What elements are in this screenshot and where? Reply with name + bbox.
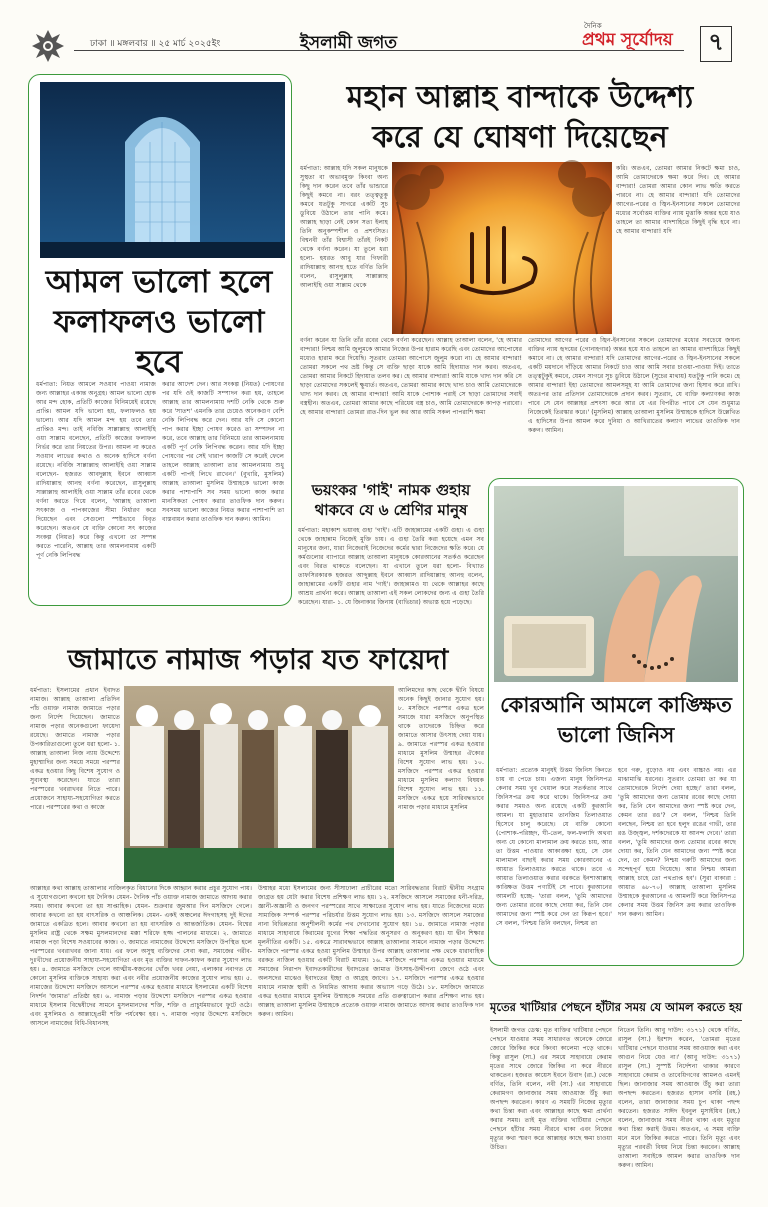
section-title: ইসলামী জগত bbox=[300, 33, 397, 53]
calligraphy-graphic bbox=[392, 162, 612, 334]
khatia-rule bbox=[490, 1020, 742, 1021]
amal-body-col1: ধর্মপাতা: নিয়ত আমলে সওয়াব পাওয়া নামাজ জন্য আল্লাহর একান্ত অনুগ্রহ। আমল ভালো হোক আর মন্দ হোক, প্রতিটি কাজের বিনিময়েই রয়েছে প্রাপ্তি। আমল যদি ভালো হয়, ফলাফলও হয় ভালো। আর যদি আমল মন্দ হয় তবে তার প্রাপ্তিও মন্দ। তাই নবিজি সাল্লাল্লাহু আলাইহি ওয়া সাল্লাম বলেছেন, প্রতিটি কাজের ফলাফল নির্ভর করে তার নিয়তের উপর। আমল না করেও সওয়াব লাভের কথাও ও অনেক হাদিসে বর্ণনা রয়েছে। নবিজি সাল্লাল্লাহু আলাইহি ওয়া সাল্লাম বলেছেন- হজরত আবদুল্লাহ ইবনে আব্বাস রাদিয়াল্লাহু আনহু বর্ণনা করেছেন, রাসুলুল্লাহ সাল্লাল্লাহু আলাইহি ওয়া সাল্লাম তাঁর রবের থেকে বর্ণনা করতে গিয়ে বলেন, 'আল্লাহ তাআলা সৎকাজ ও পাপকাজের সীমা নির্ধারণ করে দিয়েছেন এবং সেগুলো স্পষ্টভাবে বিবৃত করেছেন। অতএব যে ব্যক্তি কোনো সৎ কাজের সংকল্প (নিয়ত) করে কিন্তু এখনো তা সম্পন্ন করতে পারেনি, আল্লাহ তার আমলনামায় একটি পূর্ণ নেকি লিপিবদ্ধ bbox=[36, 381, 156, 559]
jamat-headline: জামাতে নামাজ পড়ার যত ফায়েদা bbox=[67, 643, 449, 676]
top-body-col-left: ধর্মপাতা: আল্লাহ যদি সকল মানুষকে সুস্থতা বা অভাবমুক্ত কিংবা অন্য কিছু দান করেন তবে তাঁর ভান্ডারে কিছুই কমবে না। বরং তত্ত্বতুকু কমবে যতটুকু সাগরে একটি সুচ ডুবিয়ে উঠালে তার পানি কমে। আল্লাহ ছাড়া নেই কোন সত্য ইলাহ তিনি অনুকম্পশীল ও প্রশংসিত। বিশ্বনবী তাঁর বিশ্বাসী তাঁরই নিকট থেকে বর্ণনা করেন। যা তুলে ধরা হলো- হযরত আবু যার গিফারী রাদিয়াল্লাহু আনহু হতে বর্ণিত তিনি বলেন, রাসুলুল্লাহ সাল্লাল্লাহু আলাইহি ওয়া সাল্লাম থেকে bbox=[300, 165, 388, 289]
gai-headline-line2: থাকবে যে ৬ শ্রেণির মানুষ bbox=[314, 501, 468, 519]
jamat-body-col-right: আলিমদের কাছ থেকে দ্বীনি বিষয়ে অনেক কিছুই জানার সুযোগ হয়। ৮. মসজিদে পরস্পর একত্র হলে সমাজে যারা মসজিদে অনুপস্থিত থাকে তাদেরকে চিহ্নিত করে জামাতে আসার উৎসাহ দেয়া যায়। ৯. জামাতে পরস্পর একত্র হওয়ার মাধ্যমে মুসলিম উম্মাহর ঐক্যের বিশেষ সুযোগ লাভ হয়। ১০. মসজিদে পরস্পর একত্র হওয়ার মাধ্যমে মুসলিম কল্যাণ বিষয়ক বিশেষ সুযোগ লাভ হয়। ১১. মসজিদে একত্র হয়ে সারিবদ্ধভাবে নামাজ পড়ার মাধ্যমে মুসলিম bbox=[398, 687, 484, 811]
ornament-icon bbox=[30, 28, 66, 64]
logo bbox=[580, 18, 690, 52]
top-headline-line2: করে যে ঘোষণা দিয়েছেন bbox=[372, 120, 668, 155]
top-headline-line1: মহান আল্লাহ বান্দাকে উদ্দেশ্য bbox=[346, 80, 694, 115]
congregation-graphic bbox=[124, 686, 394, 882]
top-body-col-right: করি। অতএব, তোমরা আমার নিকটে ক্ষমা চাও, আমি তোমাদেরকে ক্ষমা করে দিব। হে আমার বান্দারা! তোমরা আমার কোন লাভ ক্ষতি করতে পারবে না। হে আমার বান্দারা! যদি তোমাদের আগের-পরের ও জ্বিন-ইনসানের সকলে তোমাদের মধ্যের সর্বোত্তম ব্যক্তির ন্যায় মুত্তাকি অন্তর হয়ে যাও তাহলে তা আমার বাদশাহিতে কিছুই বৃদ্ধি হবে না। হে আমার বান্দারা! যদি bbox=[616, 165, 740, 235]
allah-calligraphy-image bbox=[392, 162, 612, 334]
amal-headline bbox=[34, 262, 284, 382]
dateline: ঢাকা ॥ মঙ্গলবার ॥ ২৫ মার্চ ২০২৫ইং bbox=[90, 39, 221, 49]
top-body-wide-right: তোমাদের আগের পরের ও জ্বিন-ইনসানের সকলে তোমাদের মধ্যের সবচেয়ে জঘন্য ব্যক্তির ন্যায় হৃদয়ের (গোনাহগার) অন্তর হয়ে যাও তাহলে তা আমার বাদশাহিতে কিছুই কমাবে না। হে আমার বান্দারা! যদি তোমাদের আগের-পরের ও জ্বিন-ইনসানের সকলে একটি ময়দানে দাঁড়িয়ে আমার নিকটে চাও আর আমি সবার চাওয়া-পাওয়া দিই। তাতে তত্ত্বটুকুই কমবে, যেমন সাগরে সুচ ডুবিয়ে উঠালে (সুচের মাথায়) যতটুকু পানি কমে। হে আমার বান্দারা! ইহা তোমাদের আমলসমূহ যা আমি তোমাদের জন্য হিসাব করে রাখি। অতঃপর তার প্রতিদান তোমাদেরকে প্রদান করব। সুতরাং, যে ব্যক্তি কল্যাণকর কাজ পাবে সে যেন আল্লাহর প্রশংসা করে আর যে এর বিপরীত পাবে সে যেন শুধুমাত্র নিজেকেই তিরস্কার করে।' (মুসলিম) আল্লাহ তাআলা মুসলিম উম্মাহকে হাদিসে উল্লেখিত এ হাদিসের উপর আমল করে দুনিয়া ও আখিরাতের কল্যাণ লাভের তাওফিক দান করুন। আমিন। bbox=[528, 337, 740, 434]
jamat-body-col1: ধর্মপাতা: ইসলামের প্রধান ইবাদত নামাজ। আল্লাহ তাআলা প্রতিদিন পাঁচ ওয়াক্ত নামাজ জামাতে পড়ার জন্য নির্দেশ দিয়েছেন। জামাতে নামাজ পড়ার অনেকগুলো ফায়েদা রয়েছে। জামাতে নামাজ পড়ার উপকারিতাগুলো তুলে ধরা হলো- ১. আল্লাহ তাআলা নিজ ন্যায় উদ্দেশ্যে মুহাম্মাদির জন্য সময়ে সময়ে পরস্পর একত্র হওয়ার কিছু বিশেষ সুযোগ ও সুব্যবস্থা করেছেন। যাতে তারা পরস্পরের খবরাখবর নিতে পারে। প্রয়োজনে সাহায্য-সহযোগিতা করতে পারে। পরস্পরের কথা ও কাজে bbox=[30, 687, 120, 811]
khatia-body-col2: নিতেন তিনি। আবু দাউদ: ৩১৭১) থেকে বর্ণিত, রাসুল (সা.) ইরশাদ করেন, 'তোমরা মৃতের খাটিয়ার পেছনে যাওয়ার সময় আওয়াজ করা এবং আগুন নিয়ে যেও না।' (আবু দাউদ: ৩১৭১) রাসুল (সা.) সুস্পষ্ট নির্দেশনা থাকার কারণে সাহাবায়ে কেরাম ও তাবেয়িগণের আমলও এমনই ছিল। জানাজার সময় আওয়াজ উঁচু করা তারা অপছন্দ করতেন। হজরত হাসান বসরি (রহ.) বলেন, তারা জানাজার সময় চুপ থাকা পছন্দ করতেন। হজরত সাঈদ ইবনুল মুসাইয়িব (রহ.) বলেন, জানাজার সময় নীরব থাকা এবং মৃত্যুর কথা চিন্তা করাই উত্তম। অতএব, এ সময় ব্যক্তি মনে মনে জিকির করতে পারে। তিনি মৃত্যু এবং মৃত্যুর পরবর্তী বিষয় নিয়ে চিন্তা করবেন। আল্লাহ তাআলা সবাইকে আমল করার তাওফিক দান করুন। আমিন। bbox=[618, 1027, 740, 1169]
quran-body-col1: ধর্মপাতা: প্রত্যেক মানুষই উত্তম জিনিস কিনতে চায় বা পেতে চায়। এজন্য মানুষ জিনিসপত্র কেনার সময় খুব খেয়াল করে সতর্কতার সাথে জিনিসপত্র ক্রয় করে থাকে। জিনিসপত্র ক্রয় করার সময়ও অন্য রয়েছে একটি কুরআনি আমল। যা মুহাতারাম তানজিম তিলাওয়াত হিসেবে চালু করেছে। যে ব্যক্তি কোনো (পোশাক-পরিচ্ছদ, ঘী-তেল, ফল-ফলাদি অথবা অন্য যে কোনো মালামাল ক্রয় করতে চায়, আর তা উত্তম পাওয়ার আকাঙ্ক্ষা হয়ে, সে যেন মালামাল বাছাই করার সময় কোরআনের এ আয়াত তিলাওয়াত করতে থাকে। তবে এ আয়াত তিলাওয়াত করার বরকতে ইনশাআল্লাহ কাঙ্ক্ষিত উত্তম পণ্যটিই সে পাবে। কুরআনের আমলটি হচ্ছে- 'তারা বলল, 'তুমি আমাদের জন্য তোমার রবের কাছে দোয়া কর, তিনি যেন আমাদের জন্য স্পষ্ট করে দেন তা কিরূপ হবে।' সে বলল, 'নিশ্চয় তিনি বলছেন, নিশ্চয় তা bbox=[496, 767, 612, 927]
mosque-arch-graphic bbox=[40, 82, 285, 258]
gai-headline bbox=[296, 480, 486, 520]
top-body-wide: বর্ণনা করেন যা তিনি তাঁর রবের থেকে বর্ণনা করেছেন। আল্লাহ তাআলা বলেন, 'হে আমার বান্দারা! নিশ্চয় আমি জুলুমকে আমার নিজের উপর হারাম করেছি এবং তোমাদের আপোষের মধ্যেও হারাম করে দিয়েছি। সুতরাং তোমরা আপোসে জুলুম করো না। হে আমার বান্দারা! তোমরা সকলে পথ ভ্রষ্ট কিন্তু সে ব্যক্তি ছাড়া যাকে আমি হিদায়াত দান করব। অতএব, তোমরা আমার নিকটে হিদায়াত তলব কর। হে আমার বান্দারা! আমি যাকে খাদ্য দান করি সে ছাড়া তোমাদের সকলেই ক্ষুধার্ত। অতএব, তোমরা আমার কাছে খাদ্য চাও আমি তোমাদেরকে খাদ্য দান করব। হে আমার বান্দারা! আমি যাকে পোশাক পরাই সে ছাড়া তোমাদের সবাই বস্ত্রহীন। অতএব, তোমরা আমার কাছে পরিধেয় বস্ত্র চাও, আমি তোমাদেরকে কাপড় পরাবো। হে আমার বান্দারা! তোমরা রাত-দিন ভুল কর আর আমি সকল পাপরাশি ক্ষমা bbox=[300, 337, 522, 416]
quran-headline bbox=[492, 690, 740, 750]
quran-headline-line1: কোরআনি আমলে কাঙ্ক্ষিত bbox=[500, 692, 732, 717]
gai-body: ধর্মপাতা: মহাকাশ ভয়াবহ গুহা 'গাই'। এটি জাহান্নামের একটি গুহা। এ গুহা থেকে জাহান্নাম নিজেই মুক্তি চায়। এ গুহা তৈরি করা হয়েছে এমন সব মানুষের জন্য, যারা নিজেরাই নিজেদের কর্মের দ্বারা নিজেদের ক্ষতি করে। যে কর্মগুলোর ব্যাপারে আল্লাহ তাআলা মানুষকে কোরআনের সতর্কও করেছেন এবং বিরত থাকতে বলেছেন। যা এখানে তুলে ধরা হলো- বিখ্যাত তাফসিরকারক হজরত আব্দুল্লাহ ইবনে আব্বাস রাদিয়াল্লাহু আনহু বলেন, জাহান্নামের একটি গুহার নাম 'গাই'। জাহান্নামও যা থেকে আল্লাহর কাছে আশ্রয় প্রার্থনা করে। আল্লাহ তাআলা এই সকল লোকদের জন্য এ গুহা তৈরি করেছেন। যারা- ১. যে জিনাকার জিনায় (ব্যভিচার) অভ্যস্ত হয়ে পড়েছে। bbox=[298, 527, 484, 606]
page-number-box bbox=[700, 26, 732, 62]
page-number: ৭ bbox=[708, 27, 724, 56]
jamat-body-bottom2: উম্মাহর মধ্যে ইসলামের জন্য সীসাঢালা প্রাচীরের মতো সারিবদ্ধতার বিরাট দ্বীনীয় সংগ্রাম জাগ্রত হয় যেটা করার বিশেষ প্রশিক্ষণ লাভ হয়। ১২. মসজিদে আসলে সমাজের ধনী-দরিদ্র, জ্ঞানী-অজ্ঞানী ও জনগণ পরস্পরের সাথে সাক্ষাতের সুযোগ লাভ হয়। যাতে নিজেদের মধ্যে সামাজিক সম্পর্ক পরস্পর পরিচর্যার উত্তম সুযোগ লাভ হয়। ১৩. মসজিদে আসলে সমাজের নানা বিভিন্নতার অনুশীলনী কর্মের পথ দেখানোর সুযোগ হয়। ১৪. জামাতে নামাজ পড়ার মাধ্যমে সাহাবায়ে কিরামের যুগের শিক্ষা পদ্ধতির অনুসরণ ও অনুকরণ হয়। যা দ্বীন শিক্ষার মূলনীতির একটি। ১৫. একত্রে সারাবদ্ধভাবে আল্লাহ তাআলার সামনে নামাজ পড়ার উদ্দেশ্যে মসজিদে পরস্পর একত্র হওয়া মুসলিম উম্মাহর উপর আল্লাহ তাআলার পক্ষ থেকে ধারাবাহিক বরকত নাজিল হওয়ার একটি বিরাট মাধ্যম। ১৬. মসজিদে পরস্পর একত্র হওয়ার মাধ্যমে সমাজের নিরাপদ ইবাদতকারীদের ইবাদতের জামাত উৎসাহ-উদ্দীপনা জেগে ওঠে এবং অলসদের মাঝেও ইবাদতের ইচ্ছা ও আগ্রহ জাগে। ১৭. মসজিদে পরস্পর একত্র হওয়ার মাধ্যমে নামাজ স্থায়ী ও নিয়মিত আদায় করার অভ্যাস গড়ে উঠে। ১৮. মসজিদে জামাতে একত্র হওয়ার মাধ্যমে মুসলিম উম্মাহকে সময়ের প্রতি গুরুত্বারোপ করার প্রশিক্ষণ লাভ হয়। আল্লাহ তাআলা মুসলিম উম্মাহকে প্রত্যেক ওয়াক্ত নামাজ জামাতে আদায় করার তাওফিক দান করুন। আমিন। bbox=[258, 885, 484, 1018]
amal-headline-line1: আমল ভালো হলে bbox=[45, 264, 273, 300]
mosque-window-image bbox=[40, 82, 285, 258]
amal-body-col2: করার আদেশ দেন। আর সংকল্প (নিয়ত) পোষণের পর যদি ওই কাজটি সম্পাদন করা হয়, তাহলে আল্লাহ তার আমলনামায় দশটি নেকি থেকে শুরু করে 'সাতশ' এমনকি তার চেয়েও অনেকগুণ বেশি নেকি লিপিবদ্ধ করে দেন। আর যদি সে কোনো পাপ করার ইচ্ছা পোষণ করেও তা সম্পাদন না করে, তবে আল্লাহ তার বিনিময়ে তার আমলনামায় একটি পূর্ণ নেকি লিপিবদ্ধ করেন। আর যদি ইচ্ছা পোষণের পর সেই খারাপ কাজটি সে করেই ফেলে তাহলে আল্লাহ তাআলা তার আমলনামায় শুধু একটি পাপই লিখে রাখেন।' (বুখারি, মুসলিম) আল্লাহ তাআলা মুসলিম উম্মাহকে ভালো কাজ করার পাশাপাশি সব সময় ভালো কাজ করার মানসিকতা পোষণ করার তাওফিক দান করুন। সবসময় ভালো কাজের নিয়ত করার পাশাপাশি তা বাস্তবায়ন করার তাওফিক দান করুন। আমিন। bbox=[162, 381, 284, 523]
praying-hands-image bbox=[494, 486, 738, 682]
logo-small: দৈনিক bbox=[584, 22, 602, 30]
gai-headline-line1: ভয়ংকর 'গাই' নামক গুহায় bbox=[311, 481, 471, 499]
quran-body-col2: হবে গরু, বুড়োও নয় এবং বাচ্চাও নয়। এর মাঝামাঝি ধরনের। সুতরাং তোমরা তা কর যা তোমাদেরকে নির্দেশ দেয়া হচ্ছে।' তারা বলল, 'তুমি আমাদের জন্য তোমার রবের কাছে দোয়া কর, তিনি যেন আমাদের জন্য স্পষ্ট করে দেন, কেমন তার রঙ'? সে বলল, 'নিশ্চয় তিনি বলছেন, নিশ্চয় তা হবে হলুদ রঙের গাভী, তার রঙ উজ্জ্বল, দর্শকদেরকে যা আনন্দ দেবে।' তারা বলল, 'তুমি আমাদের জন্য তোমার রবের কাছে দোয়া কর, তিনি যেন আমাদের জন্য স্পষ্ট করে দেন, তা কেমন? নিশ্চয় গরুটি আমাদের জন্য সন্দেহপূর্ণ হয়ে গিয়েছে। আর নিশ্চয় আমরা আল্লাহ চাহে তো পথপ্রাপ্ত হব'। (সুরা বাকারা : আয়াত ৬৮-৭০) আল্লাহ তাআলা মুসলিম উম্মাহকে কুরআনের এ আমলটি করে জিনিসপত্র কেনার সময় উত্তম জিনিস ক্রয় করার তাওফিক দান করুন। আমিন। bbox=[618, 767, 736, 918]
khatia-headline: মৃতের খাটিয়ার পেছনে হাঁটার সময় যে আমল করতে হয় bbox=[490, 1000, 742, 1014]
hands-graphic bbox=[494, 486, 738, 682]
logo-text: প্রথম সূর্যোদয় bbox=[582, 30, 673, 50]
jamat-body-bottom1: আল্লাহর কথা আল্লাহ তাআলার নাজিলকৃত বিধানের দিকে আহ্বান করার প্রচুর সুযোগ পায়। এ সুযোগগুলো কখনো হয় দৈনিক। যেমন- দৈনিক পাঁচ ওয়াক্ত নামাজ জামাতে আদায় করার সময়। আবার কখনো তা হয় সাপ্তাহিক। যেমন- শুক্রবার জুমআর দিন মসজিদে গেলে। আবার কখনো তা হয় বাৎসরিক ও আঞ্চলিক। যেমন- একই অঞ্চলের ঈদগাহসহ দুই ঈদের জামাতে একত্রিত হলে। আবার কখনো তা হয় বাৎসরিক ও আন্তর্জাতিক। যেমন- বিশ্বের মুসলিম রাষ্ট্র থেকে সক্ষম মুসলমানদের মক্কা শরিফে হজ্জ পালনের মাধ্যমে। ২. জামাতে নামাজ পড়া বিশেষ সওয়াবের কাজ। ৩. জামাতে নামাজের উদ্দেশ্যে মসজিদে উপস্থিত হলে পরস্পরের খবরাখবর জানা যায়। এর ফলে অসুস্থ ব্যক্তিদের সেবা করা, সমাজের গরীব-দুঃখীদের প্রয়োজনীয় সাহায্য-সহযোগিতা এবং মৃত ব্যক্তির দাফন-কাফন করার সুযোগ লাভ হয়। ৪. জামাতে মসজিদে গেলে আত্মীয়-স্বজনের খোঁজ খবর নেয়া, এলাকার নবাগত যে কোনো মুসলিম ব্যক্তিকে সাহায্য করা এবং নবীর প্রয়োজনীয় কাজের সুযোগ লাভ হয়। ৫. নামাজের উদ্দেশ্যে মসজিদে আসলে পরস্পর একত্র হওয়ার মাধ্যমে ইসলামের একটি বিশেষ নিদর্শন 'জামাত' প্রতিষ্ঠা হয়। ৬. নামাজ পড়ার উদ্দেশ্যে মসজিদে পরস্পর একত্র হওয়ার মাধ্যমে ইসলাম বিদ্বেষীদের সামনে মুসলমানদের শক্তি, শক্তি ও প্রাচুর্যময়ভাবে ফুটে ওঠে। এবং মুসলিমও ও আল্লাহ্প্রেমী শক্তি পর্যবেক্ষ্য হয়। ৭. নামাজ পড়ার উদ্দেশ্যে মসজিদে আসলে নামাজের বিধি-বিধানসহ bbox=[30, 885, 252, 1027]
top-headline bbox=[300, 78, 740, 158]
congregation-prayer-image bbox=[124, 686, 394, 882]
quran-headline-line2: ভালো জিনিস bbox=[557, 722, 675, 747]
masthead bbox=[0, 0, 768, 70]
khatia-body-col1: ইসলামী জগত ডেস্ক: মৃত ব্যক্তির খাটিয়ার পেছনে পেছনে যাওয়ার সময় সাধারণত অনেকে জোরে জোরে জিকির করে কিংবা কালেমা পড়ে থাকে। কিন্তু রাসুল (সা.) এর সময়ে সাহাবায়ে কেরাম মৃতের সাথে জোরে জিকির না করে নীরবে থাকতেন। হজরত কায়েস ইবনে উবাদ (রা.) থেকে বর্ণিত, তিনি বলেন, নবী (সা.) এর সাহাবায়ে কেরামগণ জানাজার সময় আওয়াজ উঁচু করা অপছন্দ করতেন। কারণ এ সময়টি নিজের মৃত্যুর কথা চিন্তা করা এবং আল্লাহর কাছে ক্ষমা প্রার্থনা করার সময়। তাই মৃত ব্যক্তির খাটিয়ার পেছনে পেছনে হাঁটার সময় নীরবে থাকা এবং নিজের মৃত্যুর কথা স্মরণ করে আল্লাহর কাছে ক্ষমা চাওয়া উচিত। bbox=[490, 1027, 612, 1151]
amal-headline-line2: ফলাফলও ভালো হবে bbox=[53, 304, 265, 380]
